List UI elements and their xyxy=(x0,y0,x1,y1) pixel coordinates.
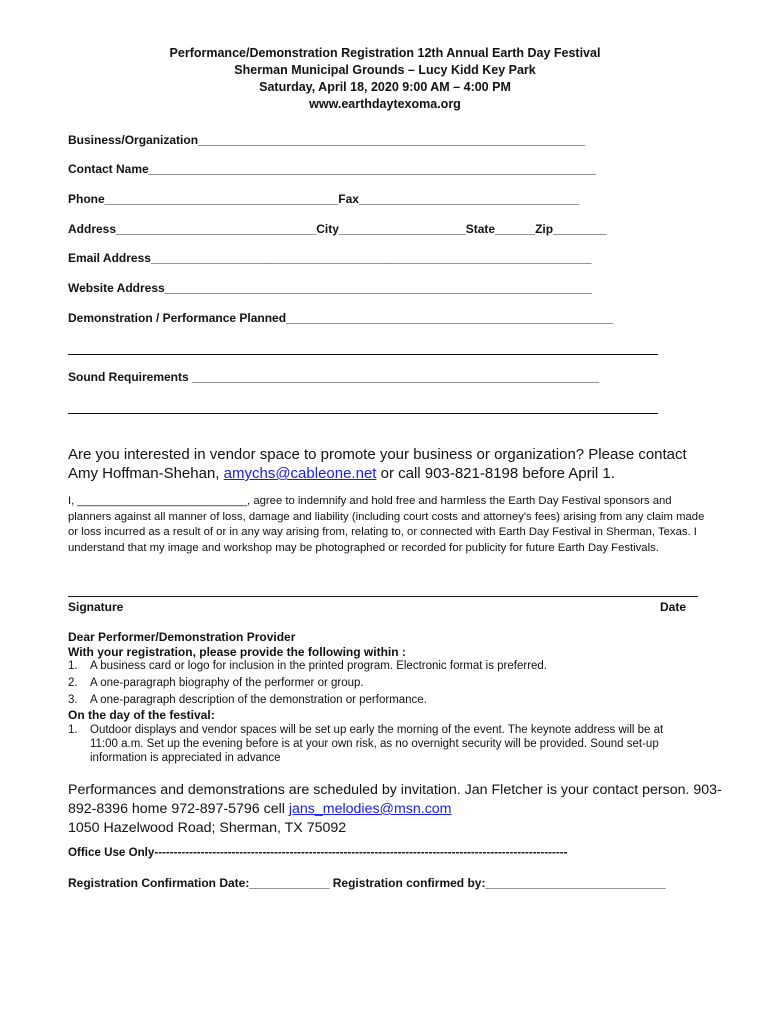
list-number: 3. xyxy=(68,694,78,706)
list-text-continued: 11:00 a.m. Set up the evening before is at your own risk, as no overnight security will be provided. Sound set-up xyxy=(90,738,659,750)
date-label: Date xyxy=(660,600,687,614)
list-item xyxy=(68,693,728,707)
sound-continuation-line[interactable] xyxy=(68,413,658,414)
vendor-text-2a: Amy Hoffman-Shehan, xyxy=(68,465,224,482)
instructions-lead: With your registration, please provide the following within : xyxy=(68,645,406,659)
contact-email-link[interactable]: jans_melodies@msn.com xyxy=(288,801,452,817)
list-number: 2. xyxy=(68,677,78,689)
list-text: A one-paragraph biography of the performer or group. xyxy=(90,677,364,689)
list-item xyxy=(68,723,728,765)
registration-confirmation-field[interactable]: Registration Confirmation Date:____________ Registration confirmed by:___________________________ xyxy=(68,876,666,890)
list-item xyxy=(68,659,728,673)
signature-label: Signature xyxy=(68,600,124,614)
website-line: www.earthdaytexoma.org xyxy=(309,97,461,111)
contact-line-2: 892-8396 home 972-897-5796 cell xyxy=(68,801,289,817)
demonstration-continuation-line[interactable] xyxy=(68,354,658,355)
list-item xyxy=(68,676,728,690)
website-address-field[interactable]: Website Address________________________________________________________________ xyxy=(68,281,592,295)
office-use-only: Office Use Only----------------------------------------------------------------------------------------------------------- xyxy=(68,846,568,859)
greeting: Dear Performer/Demonstration Provider xyxy=(68,630,296,644)
list-text: A business card or logo for inclusion in the printed program. Electronic format is preferred. xyxy=(90,660,548,672)
vendor-paragraph xyxy=(68,445,748,483)
phone-fax-field[interactable]: Phone___________________________________Fax_________________________________ xyxy=(68,192,580,206)
sound-requirements-field[interactable]: Sound Requirements _____________________________________________________________ xyxy=(68,370,600,384)
business-field[interactable]: Business/Organization__________________________________________________________ xyxy=(68,133,586,147)
vendor-email-link[interactable]: amychs@cableone.net xyxy=(223,465,377,482)
signature-line[interactable] xyxy=(68,596,698,597)
list-number: 1. xyxy=(68,724,78,736)
vendor-text-2b: or call 903-821-8198 before April 1. xyxy=(376,465,615,482)
contact-person-paragraph xyxy=(68,781,728,838)
form-title: Performance/Demonstration Registration 12th Annual Earth Day Festival xyxy=(169,46,601,60)
contact-name-field[interactable]: Contact Name___________________________________________________________________ xyxy=(68,162,596,176)
festival-day-heading: On the day of the festival: xyxy=(68,708,215,722)
list-text-continued: information is appreciated in advance xyxy=(90,752,281,764)
contact-line-1: Performances and demonstrations are scheduled by invitation. Jan Fletcher is your contact person. 903- xyxy=(68,782,722,798)
contact-address: 1050 Hazelwood Road; Sherman, TX 75092 xyxy=(68,820,347,836)
date-line: Saturday, April 18, 2020 9:00 AM – 4:00 PM xyxy=(259,80,511,94)
address-city-state-zip-field[interactable]: Address______________________________City___________________State______Zip________ xyxy=(68,222,607,236)
list-number: 1. xyxy=(68,660,78,672)
list-text: Outdoor displays and vendor spaces will be set up early the morning of the event. The keynote address will be at xyxy=(90,724,664,736)
list-text: A one-paragraph description of the demonstration or performance. xyxy=(90,694,427,706)
email-address-field[interactable]: Email Address__________________________________________________________________ xyxy=(68,251,592,265)
venue-line: Sherman Municipal Grounds – Lucy Kidd Key Park xyxy=(234,63,536,77)
vendor-text-1: Are you interested in vendor space to promote your business or organization? Please contact xyxy=(68,446,687,463)
demonstration-planned-field[interactable]: Demonstration / Performance Planned_________________________________________________ xyxy=(68,311,614,325)
waiver-paragraph: I, ___________________________, agree to indemnify and hold free and harmless the Earth Day Festival sponsors and planners against all manner of loss, damage and liability (including court costs and attorney's fees) arising from any claim made or loss incurred as a result of or in any way arising from, relating to, or connected with Earth Day Festival in Sherman, Texas. I understand that my image and workshop may be photographed or recorded for publicity for future Earth Day Festivals. xyxy=(68,495,705,554)
